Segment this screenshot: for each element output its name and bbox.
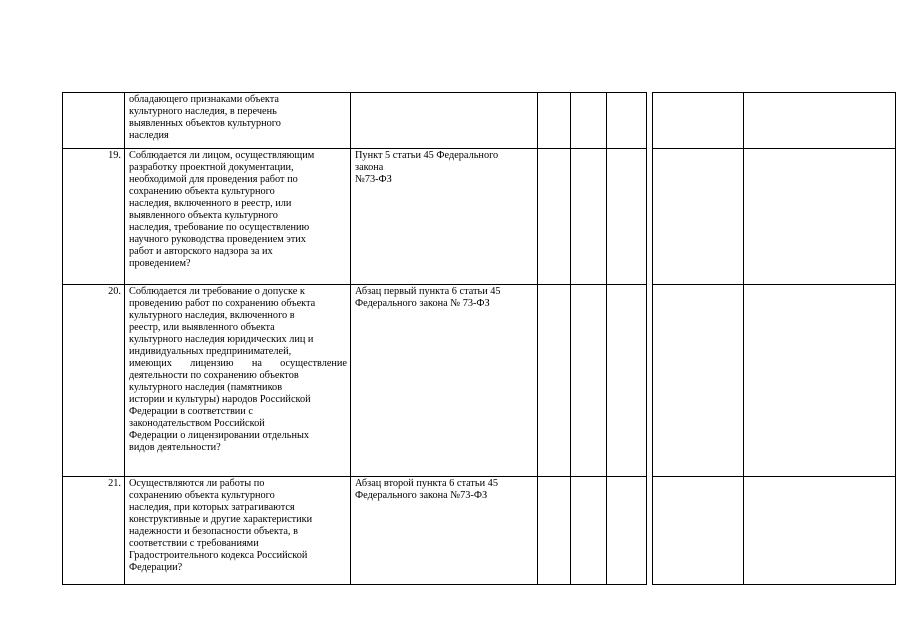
reference-line: Пункт 5 статьи 45 Федерального [355, 150, 499, 161]
question-cell [125, 285, 351, 477]
question-line: сохранению объекта культурного [129, 186, 275, 197]
question-line: работ и авторского надзора за их [129, 246, 273, 257]
legal-reference-cell [351, 477, 538, 585]
question-line: соответствии с требованиями [129, 538, 259, 549]
question-line: Федерации о лицензировании отдельных [129, 430, 310, 441]
reference-line: Федерального закона № 73-ФЗ [355, 298, 490, 309]
answer-na-cell [607, 149, 647, 285]
question-line: необходимой для проведения работ по [129, 174, 298, 185]
question-line: культурного наследия (памятников [129, 382, 283, 393]
question-line: выявленного объекта культурного [129, 210, 278, 221]
reference-line: Абзац первый пункта 6 статьи 45 [355, 286, 501, 297]
comment-cell-2 [744, 285, 896, 477]
question-line: видов деятельности? [129, 442, 221, 453]
question-line: Градостроительного кодекса Российской [129, 550, 308, 561]
question-line: индивидуальных предпринимателей, [129, 346, 292, 357]
answer-na-cell [607, 285, 647, 477]
question-line: Осуществляются ли работы по [129, 478, 265, 489]
answer-yes-cell [538, 477, 571, 585]
table-row [63, 93, 896, 149]
question-line: деятельности по сохранению объектов [129, 370, 299, 381]
question-line: наследия, включенного в реестр, или [129, 198, 292, 209]
question-line: культурного наследия юридических лиц и [129, 334, 314, 345]
question-line: проведению работ по сохранению объекта [129, 298, 316, 309]
reference-line: Федерального закона №73-ФЗ [355, 490, 488, 501]
question-line: разработку проектной документации, [129, 162, 294, 173]
answer-na-cell [607, 477, 647, 585]
row-number-cell [63, 93, 125, 149]
table-row [63, 149, 896, 285]
question-line: имеющих лицензию на осуществление [129, 358, 347, 369]
legal-reference-cell [351, 93, 538, 149]
answer-no-cell [571, 477, 607, 585]
question-line: культурного наследия, в перечень [129, 106, 277, 117]
checklist-table [62, 92, 896, 585]
question-line: наследия, требование по осуществлению [129, 222, 310, 233]
comment-cell-1 [653, 93, 744, 149]
row-number-cell: 19. [63, 149, 125, 285]
comment-cell-1 [653, 149, 744, 285]
legal-reference-cell [351, 149, 538, 285]
question-line: Федерации? [129, 562, 183, 573]
question-line: реестр, или выявленного объекта [129, 322, 275, 333]
table-row [63, 477, 896, 585]
legal-reference-cell [351, 285, 538, 477]
answer-yes-cell [538, 93, 571, 149]
answer-no-cell [571, 93, 607, 149]
answer-no-cell [571, 285, 607, 477]
reference-line: закона [355, 162, 384, 173]
question-line: обладающего признаками объекта [129, 94, 279, 105]
answer-na-cell [607, 93, 647, 149]
reference-line: Абзац второй пункта 6 статьи 45 [355, 478, 498, 489]
table-row [63, 285, 896, 477]
question-line: культурного наследия, включенного в [129, 310, 295, 321]
comment-cell-2 [744, 93, 896, 149]
question-line: надежности и безопасности объекта, в [129, 526, 298, 537]
row-number-cell: 20. [63, 285, 125, 477]
row-number-cell: 21. [63, 477, 125, 585]
reference-line: №73-ФЗ [355, 174, 392, 185]
question-line: научного руководства проведением этих [129, 234, 306, 245]
comment-cell-1 [653, 477, 744, 585]
question-cell [125, 93, 351, 149]
question-line: Соблюдается ли требование о допуске к [129, 286, 305, 297]
question-line: проведением? [129, 258, 191, 269]
question-line: сохранению объекта культурного [129, 490, 275, 501]
comment-cell-2 [744, 477, 896, 585]
answer-yes-cell [538, 285, 571, 477]
answer-yes-cell [538, 149, 571, 285]
question-line: Федерации в соответствии с [129, 406, 253, 417]
table-body [63, 93, 896, 585]
question-line: выявленных объектов культурного [129, 118, 281, 129]
comment-cell-2 [744, 149, 896, 285]
question-line: наследия [129, 130, 169, 141]
question-cell [125, 477, 351, 585]
comment-cell-1 [653, 285, 744, 477]
question-line: истории и культуры) народов Российской [129, 394, 311, 405]
question-line: Соблюдается ли лицом, осуществляющим [129, 150, 315, 161]
answer-no-cell [571, 149, 607, 285]
question-line: конструктивные и другие характеристики [129, 514, 313, 525]
question-line: законодательством Российской [129, 418, 265, 429]
question-line: наследия, при которых затрагиваются [129, 502, 295, 513]
question-cell [125, 149, 351, 285]
